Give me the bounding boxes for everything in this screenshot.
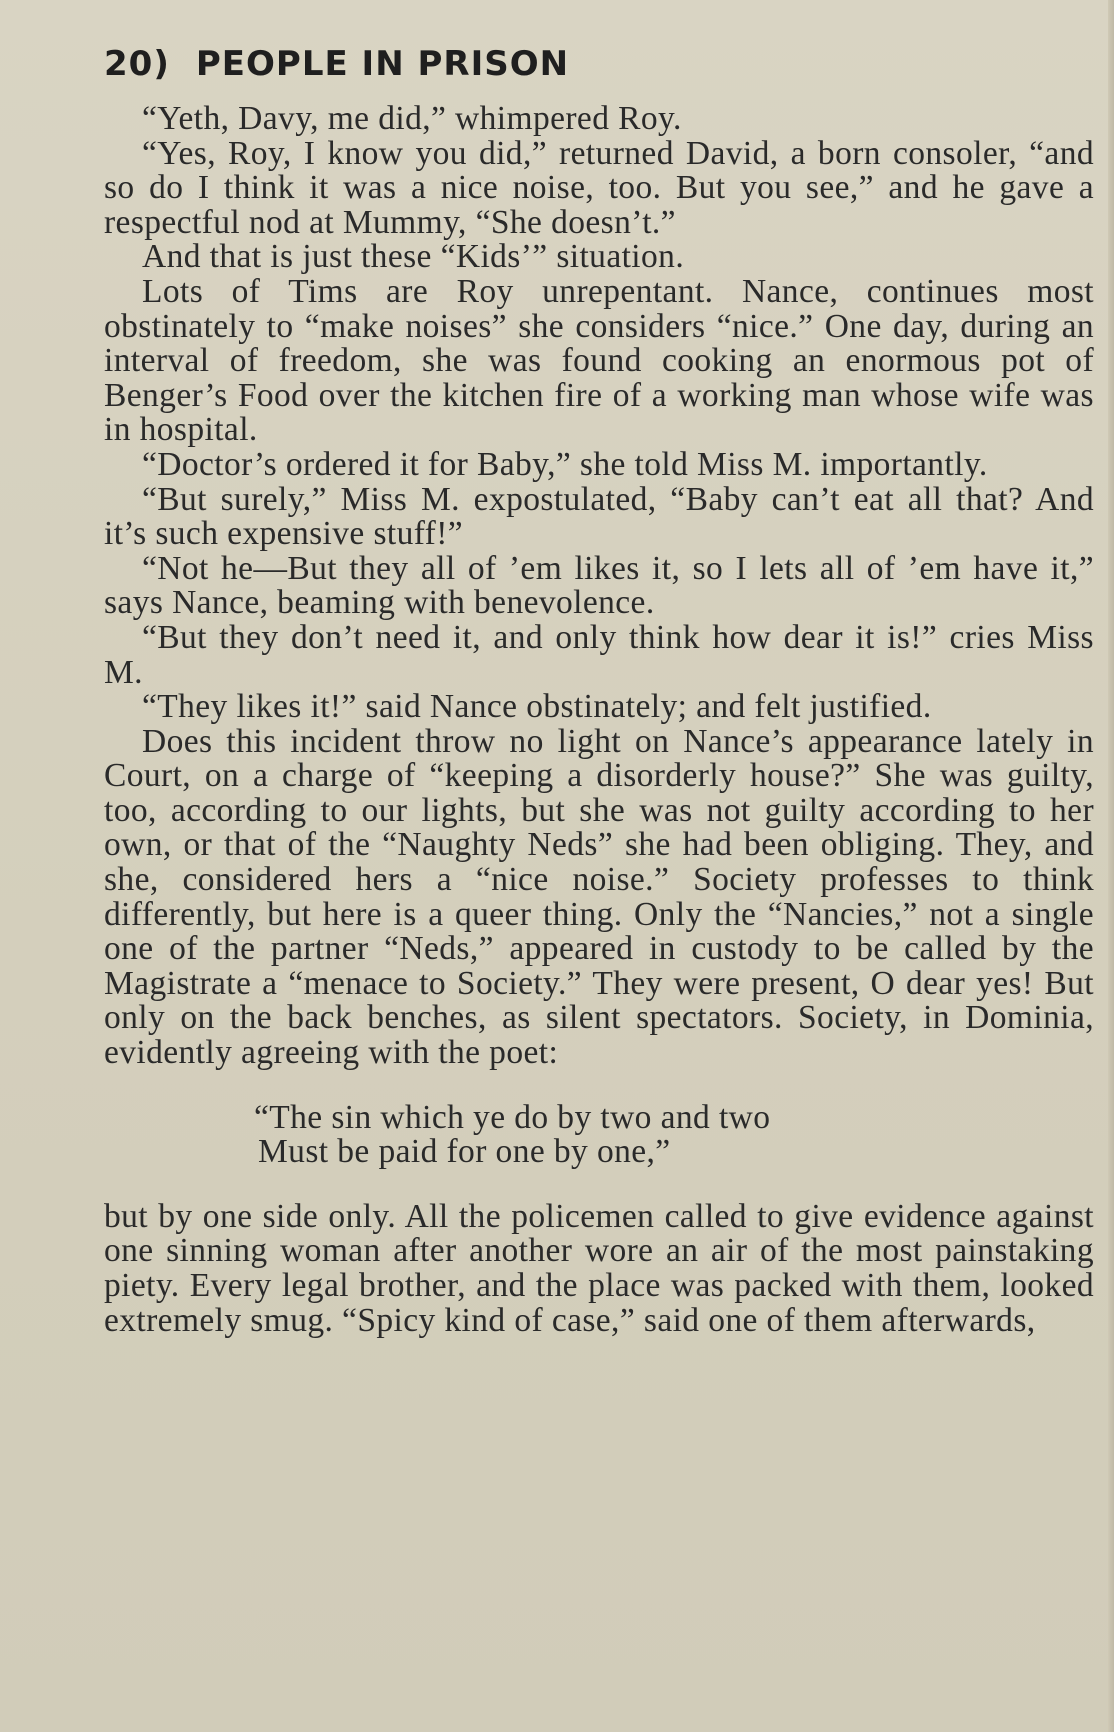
paragraph: “But they don’t need it, and only think how dear it is!” cries Miss M. xyxy=(104,618,1094,691)
paragraph: And that is just these “Kids’” situation. xyxy=(142,238,685,276)
paragraph: Does this incident throw no light on Nance’s appearance lately in Court, on a charge of “keeping a disorderly house?” She was guilty, too, according to our lights, but she was not guilty according to her own, or that of the “Naughty Neds” she had been obliging. They, and she, considered hers a “nice noise.” Society professes to think differently, but here is a queer thing. Only the “Nancies,” not a single one of the partner “Neds,” appeared in custody to be called by the Magistrate a “menace to Society.” They were present, O dear yes! But only on the back benches, as silent spectators. Society, in Dominia, evidently agreeing with the poet: xyxy=(104,722,1094,1072)
running-header xyxy=(104,44,569,84)
verse-line: “The sin which ye do by two and two xyxy=(254,1098,771,1136)
paragraph: “Yeth, Davy, me did,” whimpered Roy. xyxy=(142,100,682,137)
paragraph: “Not he—But they all of ’em likes it, so I lets all of ’em have it,” says Nance, beaming with benevolence. xyxy=(104,549,1094,622)
paragraph: “Yes, Roy, I know you did,” returned David, a born consoler, “and so do I think it was a nice noise, too. But you see,” and he gave a respectful nod at Mummy, “She doesn’t.” xyxy=(104,134,1094,241)
page-edge xyxy=(1108,0,1114,1732)
paragraph: “But surely,” Miss M. expostulated, “Baby can’t eat all that? And it’s such expensive stuff!” xyxy=(104,480,1094,553)
paragraph: “Doctor’s ordered it for Baby,” she told Miss M. importantly. xyxy=(142,445,988,483)
running-title: PEOPLE IN PRISON xyxy=(195,44,570,84)
verse-quotation xyxy=(254,1098,1094,1171)
paragraph: “They likes it!” said Nance obstinately; and felt justified. xyxy=(142,688,932,726)
page-number: 20) xyxy=(104,44,170,84)
paragraph: Lots of Tims are Roy unrepentant. Nance, continues most obstinately to “make noises” she considers “nice.” One day, during an interval of freedom, she was found cooking an enormous pot of Benger’s Food over the kitchen fire of a working man whose wife was in hospital. xyxy=(104,272,1094,449)
verse-line: Must be paid for one by one,” xyxy=(258,1133,671,1171)
body-text xyxy=(104,102,1094,1338)
closing-paragraph: but by one side only. All the policemen called to give evidence against one sinning woman after another wore an air of the most painstaking piety. Every legal brother, and the place was packed with them, looked extremely smug. “Spicy kind of case,” said one of them afterwards, xyxy=(104,1197,1094,1339)
